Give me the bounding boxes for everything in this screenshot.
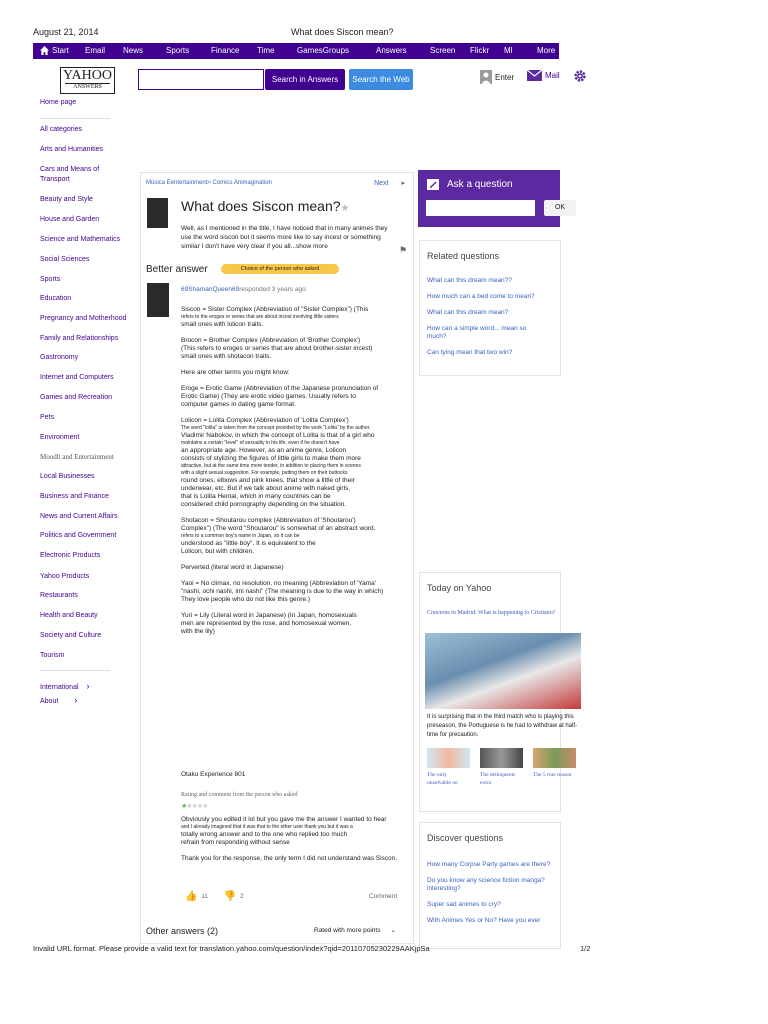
yahoo-answers-logo[interactable] xyxy=(60,67,115,94)
nav-more[interactable]: More xyxy=(537,46,556,55)
related-questions-title: Related questions xyxy=(427,251,500,261)
sidebar-item-sports[interactable]: Sports xyxy=(40,276,61,283)
sidebar-item-international[interactable] xyxy=(40,681,89,693)
star-icon: ★ xyxy=(186,803,192,810)
today-on-yahoo-panel xyxy=(419,572,578,812)
sidebar-item-house[interactable]: House and Garden xyxy=(40,216,100,223)
sidebar-item-cars[interactable]: Cars and Means of Transport xyxy=(40,166,100,183)
sidebar-item-restaurants[interactable]: Restaurants xyxy=(40,592,78,599)
sidebar-item-business[interactable]: Business and Finance xyxy=(40,493,109,500)
asker-choice-badge: Choice of the person who asked xyxy=(221,264,339,274)
about-label: About xyxy=(40,698,59,705)
nav-email[interactable]: Email xyxy=(85,46,106,55)
related-questions-list xyxy=(427,277,535,365)
answer-line: Shotacon = Shoutarou complex (Abbreviation of 'Shoutarou') xyxy=(181,517,356,524)
mail-label: Mail xyxy=(545,71,560,80)
related-question-link[interactable]: Can tying mean that two win? xyxy=(427,349,513,356)
today-summary: It is surprising that in the third match who is playing this preseason, the Portuguese is he had to withdraw at half-time for precaution. xyxy=(427,714,578,738)
answer-line: Siscon = Sister Complex (Abbreviation of "Sister Complex") (This xyxy=(181,306,369,313)
answer-signature: Otaku Experience 801 xyxy=(181,771,246,778)
sidebar-divider xyxy=(40,118,110,119)
sign-in-link[interactable] xyxy=(480,70,514,84)
breadcrumb[interactable]: Música Eentertainment> Comics Animagination xyxy=(146,180,272,186)
answer-line: maintains a certain "level" of sexuality in his life, even if he doesn't have xyxy=(181,440,340,446)
print-date: August 21, 2014 xyxy=(33,27,99,37)
logo-line2: ANSWERS xyxy=(65,83,110,90)
answer-line: computer games in dating game format. xyxy=(181,401,296,408)
comment-link[interactable]: Comment xyxy=(369,893,398,900)
asker-comment xyxy=(181,816,403,871)
answer-line: Erotic Game) (They are erotic video games. Usually refers to xyxy=(181,393,356,400)
sidebar-item-health[interactable]: Health and Beauty xyxy=(40,612,98,619)
mail-icon xyxy=(527,70,542,81)
mail-link[interactable] xyxy=(527,70,560,81)
sidebar-item-yahoo-products[interactable]: Yahoo Products xyxy=(40,573,90,580)
star-rating xyxy=(181,802,207,810)
answer-line: "nashi, ochi nashi, imi nashi" (The meaning is due to the way in which) xyxy=(181,588,384,595)
star-icon: ★ xyxy=(196,803,203,810)
answer-line: Lolicon, but with children. xyxy=(181,548,254,555)
chevron-right-icon: › xyxy=(86,681,90,691)
ask-question-input[interactable] xyxy=(426,200,535,216)
answer-line: with the lily) xyxy=(181,628,215,635)
sidebar-item-tourism[interactable]: Tourism xyxy=(40,652,65,659)
nav-flickr[interactable]: Flickr xyxy=(470,46,490,55)
search-input[interactable] xyxy=(138,69,264,90)
international-label: International xyxy=(40,684,79,691)
answer-line: small ones with shotacon traits. xyxy=(181,353,272,360)
answer-line: round ones, elbows and pink knees, that show a little of their xyxy=(181,477,355,484)
rating-line: totally wrong answer and to the one who replied too much xyxy=(181,831,348,838)
sidebar-item-science[interactable]: Science and Mathematics xyxy=(40,236,121,243)
news-thumbnail-caption[interactable]: The 5 true reason xyxy=(533,772,572,778)
sidebar-item-environment[interactable]: Environment xyxy=(40,434,80,441)
answer-line: Vladimir Nabokov, in which the concept of Lolita is that of a girl who xyxy=(181,432,375,439)
star-icon: ★ xyxy=(202,803,208,810)
rating-line: Obviously you edited it lol but you gave me the answer I wanted to hear xyxy=(181,816,387,823)
rating-line: and I already imagined that it was that to the other user thank you but it was a xyxy=(181,824,353,830)
answer-line: Here are other terms you might know: xyxy=(181,369,290,376)
question-title-text: What does Siscon mean? xyxy=(181,198,341,214)
answer-line: Yaoi = No climax, no resolution, no meaning (Abbreviation of 'Yama' xyxy=(181,580,376,587)
related-questions-panel xyxy=(419,240,561,376)
nav-answers[interactable]: Answers xyxy=(376,46,407,55)
sort-label: Rated with more points xyxy=(314,927,381,934)
asker-avatar[interactable] xyxy=(147,198,168,228)
sidebar-item-all-categories[interactable]: All categories xyxy=(40,126,83,133)
up-vote-count: 11 xyxy=(201,893,208,900)
nav-ml[interactable]: Ml xyxy=(504,46,513,55)
answer-meta xyxy=(181,286,306,293)
sort-select[interactable] xyxy=(314,926,396,934)
answerer-name[interactable]: 69ShamanQueen69 xyxy=(181,286,240,293)
sidebar-item-about[interactable] xyxy=(40,695,77,707)
question-card xyxy=(140,172,414,944)
ask-question-title: Ask a question xyxy=(447,179,513,190)
sidebar-item-gastronomy[interactable]: Gastronomy xyxy=(40,354,79,361)
ask-ok-button[interactable]: OK xyxy=(544,200,576,216)
best-answer-label: Better answer xyxy=(146,264,208,275)
answer-line: Perverted (literal word in Japanese) xyxy=(181,564,284,571)
discover-list xyxy=(427,861,567,933)
next-question-link[interactable] xyxy=(374,179,405,187)
news-thumbnail[interactable] xyxy=(427,748,470,768)
gear-icon[interactable] xyxy=(573,69,587,83)
answer-paragraph xyxy=(181,612,451,636)
search-web-button[interactable]: Search the Web xyxy=(349,69,413,90)
news-thumbnail-caption[interactable]: The delinquents extra xyxy=(480,772,516,786)
sidebar-item-arts[interactable]: Arts and Humanities xyxy=(40,146,104,153)
sidebar-item-politics[interactable]: Politics and Government xyxy=(40,532,117,539)
sidebar-item-internet[interactable]: Internet and Computers xyxy=(40,374,114,381)
answer-line: consists of stylizing the figures of little girls to make them more xyxy=(181,455,361,462)
answer-line: that is Lolita Hentai, which in many countries can be xyxy=(181,493,331,500)
discover-question-link[interactable]: How many Corpse Party games are there? xyxy=(427,861,551,868)
news-thumbnail[interactable] xyxy=(480,748,523,768)
star-icon: ★ xyxy=(181,803,187,810)
ask-question-box xyxy=(418,170,566,227)
discover-question-link[interactable]: With Animes Yes or No? Have you ever xyxy=(427,917,541,924)
sidebar-item-electronics[interactable]: Electronic Products xyxy=(40,552,101,559)
pencil-icon xyxy=(427,179,439,190)
today-headline[interactable]: Concerns in Madrid: What is happening to Cristiano? xyxy=(427,610,556,616)
nav-time[interactable]: Time xyxy=(257,46,275,55)
today-photo[interactable] xyxy=(425,633,581,709)
flag-icon[interactable]: ⚑ xyxy=(399,245,408,255)
answer-paragraph xyxy=(181,337,451,361)
question-title xyxy=(181,198,350,214)
answer-line: attractive, but at the same time more tender, in addition to placing them in scenes xyxy=(181,463,361,469)
rating-header: Rating and comment from the person who asked xyxy=(181,792,298,798)
print-footer-url: Invalid URL format. Please provide a valid text for translation.yahoo.com/question/index?qid=20110705230229AAKjpSa xyxy=(33,944,430,953)
answer-line: understood as "little boy". It is equivalent to the xyxy=(181,540,316,547)
nav-start[interactable]: Start xyxy=(52,46,69,55)
user-icon xyxy=(480,70,492,84)
nav-finance[interactable]: Finance xyxy=(211,46,240,55)
answer-line: The word "lolita" is taken from the concept provided by the work "Lolita" by the author. xyxy=(181,425,371,431)
answer-line: refers to the eroges or series that are about incest involving little sisters xyxy=(181,314,339,320)
vote-controls xyxy=(185,891,243,902)
sidebar-item-news[interactable]: News and Current Affairs xyxy=(40,513,118,520)
rating-paragraph xyxy=(181,816,403,847)
answer-paragraph xyxy=(181,517,451,556)
related-question-link[interactable]: What can this dream mean?? xyxy=(427,277,512,284)
next-label: Next xyxy=(374,180,389,187)
sidebar-divider xyxy=(40,670,110,671)
answer-time: responded 3 years ago xyxy=(239,286,306,293)
discover-title: Discover questions xyxy=(427,833,504,843)
sidebar-item-pets[interactable]: Pets xyxy=(40,414,55,421)
down-vote-count: 2 xyxy=(240,893,244,900)
sidebar-item-local[interactable]: Local Businesses xyxy=(40,473,95,480)
answer-line: with a slight sexual suggestion. For example, putting them on their buttocks xyxy=(181,470,348,476)
related-question-link[interactable]: How can a simple word... mean so much? xyxy=(427,325,527,340)
chevron-down-icon: ⌄ xyxy=(390,927,396,934)
search-answers-button[interactable]: Search in Answers xyxy=(265,69,345,90)
rating-line: Thank you for the response, the only term I did not understand was Siscon. xyxy=(181,855,398,862)
answer-line: Lolicon = Lolita Complex (Abbreviation of 'Lolita Complex') xyxy=(181,417,349,424)
answer-line: considered child pornography depending on the situation. xyxy=(181,501,347,508)
sidebar-item-entertainment[interactable]: Moodlt and Entertainment xyxy=(40,453,114,461)
chevron-right-icon: › xyxy=(74,695,78,705)
discover-question-link[interactable]: Do you know any science fiction manga? interesting? xyxy=(427,877,545,892)
sidebar-item-society[interactable]: Society and Culture xyxy=(40,632,102,639)
answer-line: Eroge = Erotic Game (Abbreviation of the Japanese pronunciation of xyxy=(181,385,379,392)
answer-line: (This refers to eroges or series that are about brother-sister incest) xyxy=(181,345,373,352)
sign-in-label: Enter xyxy=(495,72,515,82)
answer-line: Complex") (The word "Shoutarou" is somewhat of an abstract word. xyxy=(181,525,376,532)
sidebar-item-games[interactable]: Games and Recreation xyxy=(40,394,112,401)
sidebar-item-home[interactable]: Home page xyxy=(40,99,77,106)
answer-line: men are represented by the rose, and homosexual women, xyxy=(181,620,352,627)
sidebar-item-family[interactable]: Family and Relationships xyxy=(40,335,119,342)
print-doc-title: What does Siscon mean? xyxy=(291,27,394,37)
answer-body xyxy=(181,306,451,644)
answer-line: They love people who do not like this genre.) xyxy=(181,596,310,603)
discover-question-link[interactable]: Super sad animes to cry? xyxy=(427,901,501,908)
star-icon: ★ xyxy=(191,803,197,810)
answer-paragraph xyxy=(181,580,451,604)
answerer-avatar[interactable] xyxy=(147,283,169,317)
sidebar-item-pregnancy[interactable]: Pregnancy and Motherhood xyxy=(40,315,127,322)
answer-line: an appropriate age. However, as an anime genre, Lolicon xyxy=(181,447,347,454)
today-title: Today on Yahoo xyxy=(427,583,492,593)
news-thumbnail-caption[interactable]: The only unsolvable no xyxy=(427,772,458,786)
print-page-number: 1/2 xyxy=(580,944,591,953)
related-question-link[interactable]: How much can a bed come to mean? xyxy=(427,293,535,300)
news-thumbnail[interactable] xyxy=(533,748,576,768)
top-navigation xyxy=(33,43,559,59)
nav-sports[interactable]: Sports xyxy=(166,46,190,55)
answer-line: small ones with lolicon traits. xyxy=(181,321,264,328)
sidebar-item-beauty[interactable]: Beauty and Style xyxy=(40,196,93,203)
other-answers-heading: Other answers (2) xyxy=(146,926,219,936)
answer-line: Yuri = Lily (Literal word in Japanese) (In Japan, homosexuals xyxy=(181,612,357,619)
answer-paragraph xyxy=(181,564,451,572)
sidebar-item-education[interactable]: Education xyxy=(40,295,72,302)
chevron-right-icon: ▸ xyxy=(401,180,405,187)
sidebar-item-social[interactable]: Social Sciences xyxy=(40,256,90,263)
answer-line: Brocon = Brother Complex (Abbreviation of 'Brother Complex') xyxy=(181,337,361,344)
answer-paragraph xyxy=(181,385,451,409)
rating-paragraph xyxy=(181,855,403,863)
thumbs-down-icon[interactable]: 👎 xyxy=(223,891,237,902)
logo-line1: YAHOO xyxy=(63,68,112,83)
rating-line: refrain from responding without sense xyxy=(181,839,290,846)
answer-paragraph xyxy=(181,417,451,509)
nav-screen[interactable]: Screen xyxy=(430,46,456,55)
nav-games-groups[interactable]: GamesGroups xyxy=(297,46,350,55)
answer-line: refers to a common boy's name in Japan, so it can be xyxy=(181,533,300,539)
home-icon[interactable] xyxy=(40,46,49,55)
answer-paragraph xyxy=(181,306,451,329)
related-question-link[interactable]: What can this dream mean? xyxy=(427,309,509,316)
question-body: Well, as I mentioned in the title, I have noticed that in many animes they use the word siscon but it seems more like to say incest or something similar I don't have very clear if you all...show more xyxy=(181,225,388,250)
discover-questions-panel xyxy=(419,822,561,949)
answer-paragraph xyxy=(181,369,451,377)
star-icon[interactable]: ★ xyxy=(340,203,350,214)
nav-news[interactable]: News xyxy=(123,46,144,55)
answer-line: underwear, etc. But if we talk about anime with naked girls, xyxy=(181,485,351,492)
thumbs-up-icon[interactable]: 👍 xyxy=(185,891,198,902)
